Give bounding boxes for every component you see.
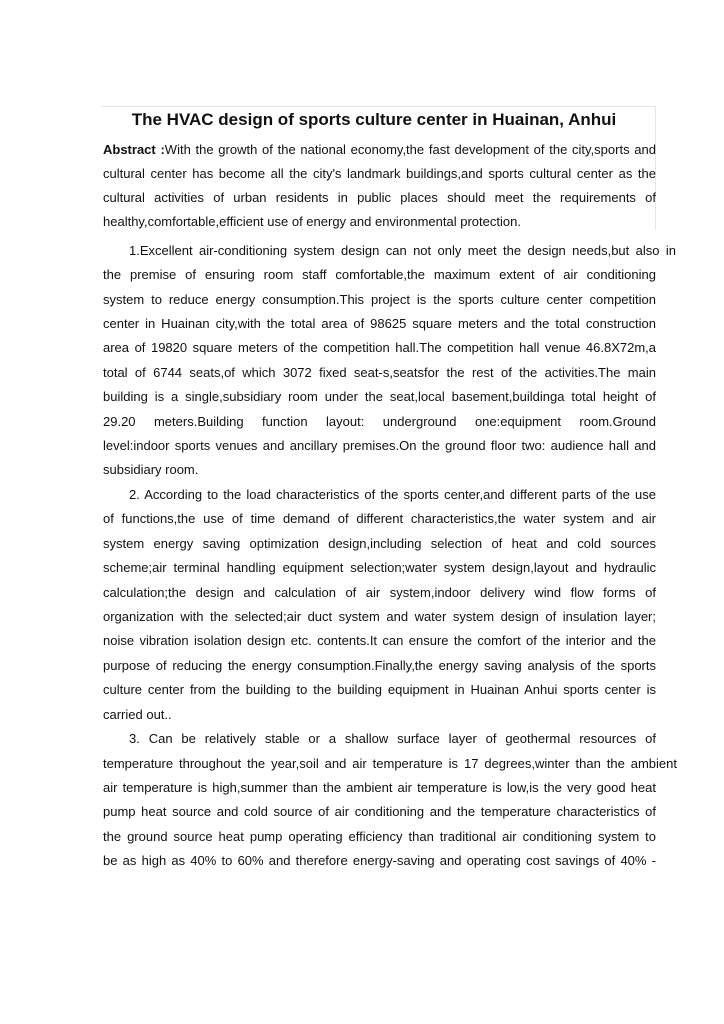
paragraph-1-line: level:indoor sports venues and ancillary premises.On the ground floor two: audience hall and	[103, 438, 656, 453]
paragraph-1-line: area of 19820 square meters of the competition hall.The competition hall venue 46.8X72m,a	[103, 340, 656, 355]
paragraph-2-line: organization with the selected;air duct system and water system design of insulation layer;	[103, 609, 656, 624]
paragraph-1-line: 29.20 meters.Building function layout: underground one:equipment room.Ground	[103, 414, 656, 429]
paragraph-2-line: culture center from the building to the building equipment in Huainan Anhui sports center is	[103, 682, 656, 697]
paragraph-3-line: pump heat source and cold source of air conditioning and the temperature characteristics of	[103, 804, 656, 819]
paragraph-2-line: carried out..	[103, 707, 172, 722]
paragraph-3-line: the ground source heat pump operating efficiency than traditional air conditioning system to	[103, 829, 656, 844]
paragraph-2-line: noise vibration isolation design etc. contents.It can ensure the comfort of the interior and the	[103, 633, 656, 648]
paragraph-1-line: total of 6744 seats,of which 3072 fixed seat-s,seatsfor the rest of the activities.The main	[103, 365, 656, 380]
paragraph-1-line: 1.Excellent air-conditioning system design can not only meet the design needs,but also in	[129, 243, 676, 258]
paragraph-2-line: scheme;air terminal handling equipment selection;water system design,layout and hydraulic	[103, 560, 656, 575]
paragraph-2-line: 2. According to the load characteristics of the sports center,and different parts of the use	[129, 487, 656, 502]
paragraph-3-line: be as high as 40% to 60% and therefore energy-saving and operating cost savings of 40% -	[103, 853, 656, 868]
abstract-line: cultural activities of urban residents in public places should meet the requirements of	[103, 190, 656, 205]
paragraph-2-line: calculation;the design and calculation of air system,indoor delivery wind flow forms of	[103, 585, 656, 600]
abstract-text: With the growth of the national economy,the fast development of the city,sports and	[164, 142, 656, 157]
document-title: The HVAC design of sports culture center in Huainan, Anhui	[131, 110, 617, 129]
paragraph-3-line: air temperature is high,summer than the ambient air temperature is low,is the very good heat	[103, 780, 656, 795]
paragraph-2-line: of functions,the use of time demand of different characteristics,the water system and air	[103, 511, 656, 526]
paragraph-2-line: purpose of reducing the energy consumption.Finally,the energy saving analysis of the sports	[103, 658, 656, 673]
paragraph-1-line: building is a single,subsidiary room under the seat,local basement,buildinga total height of	[103, 389, 656, 404]
paragraph-1-line: subsidiary room.	[103, 462, 199, 477]
abstract-line: healthy,comfortable,efficient use of energy and environmental protection.	[103, 214, 521, 229]
paragraph-3-line: temperature throughout the year,soil and air temperature is 17 degrees,winter than the ambient	[103, 756, 677, 771]
abstract-line	[103, 141, 656, 159]
abstract-label: Abstract :	[103, 142, 165, 157]
abstract-line: cultural center has become all the city's landmark buildings,and sports cultural center as the	[103, 166, 656, 181]
paragraph-3-line: 3. Can be relatively stable or a shallow surface layer of geothermal resources of	[129, 731, 656, 746]
paragraph-1-line: the premise of ensuring room staff comfortable,the maximum extent of air conditioning	[103, 267, 656, 282]
paragraph-2-line: system energy saving optimization design,including selection of heat and cold sources	[103, 536, 656, 551]
paragraph-1-line: center in Huainan city,with the total area of 98625 square meters and the total construction	[103, 316, 656, 331]
paragraph-1-line: system to reduce energy consumption.This project is the sports culture center competition	[103, 292, 656, 307]
